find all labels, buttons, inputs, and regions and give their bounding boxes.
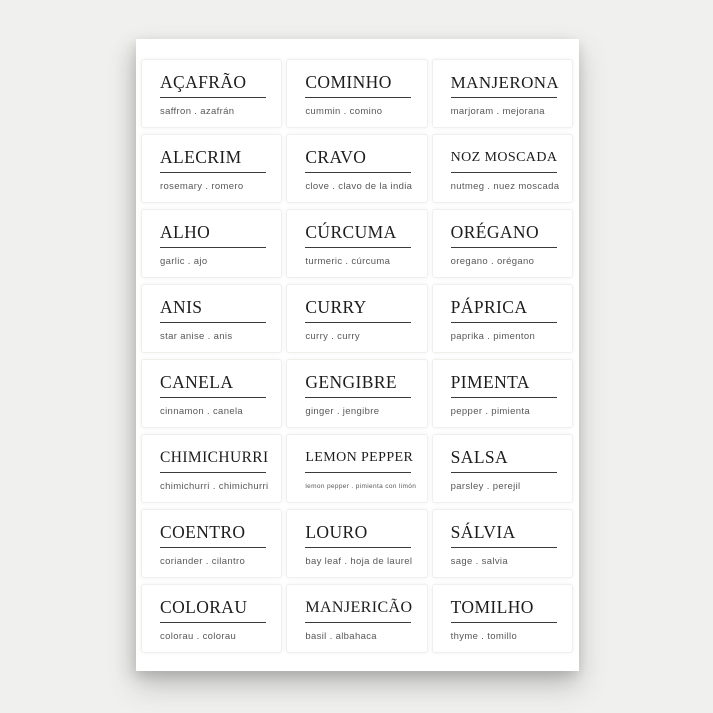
spice-title: SÁLVIA	[450, 522, 516, 542]
spice-subtitle: clove . clavo de la india	[305, 181, 413, 192]
title-underline	[451, 247, 557, 248]
spice-label-card	[286, 134, 427, 203]
title-underline	[305, 622, 411, 623]
spice-subtitle: cummin . comino	[305, 106, 383, 117]
spice-title: CHIMICHURRI	[160, 449, 269, 466]
spice-label-card	[432, 284, 573, 353]
spice-subtitle: turmeric . cúrcuma	[305, 256, 391, 267]
spice-label-card	[141, 584, 282, 653]
title-underline	[160, 97, 266, 98]
title-underline	[305, 247, 411, 248]
spice-label-card	[141, 134, 282, 203]
spice-title: GENGIBRE	[305, 372, 397, 392]
title-underline	[305, 547, 411, 548]
title-underline	[160, 622, 266, 623]
title-underline	[160, 247, 266, 248]
spice-title: CRAVO	[305, 147, 367, 167]
spice-title: COMINHO	[305, 72, 392, 92]
spice-label-card	[432, 584, 573, 653]
spice-subtitle: coriander . cilantro	[160, 556, 246, 567]
paper-sheet	[136, 39, 579, 671]
spice-label-card	[432, 209, 573, 278]
title-underline	[160, 397, 266, 398]
spice-title: MANJERONA	[450, 73, 560, 92]
title-underline	[451, 97, 557, 98]
spice-label-card	[286, 434, 427, 503]
title-underline	[160, 472, 266, 473]
spice-subtitle: curry . curry	[305, 331, 361, 342]
spice-subtitle: thyme . tomillo	[450, 631, 518, 642]
spice-title: COENTRO	[160, 522, 246, 542]
title-underline	[451, 322, 557, 323]
title-underline	[305, 322, 411, 323]
spice-label-card	[286, 359, 427, 428]
spice-subtitle: rosemary . romero	[160, 181, 244, 192]
spice-subtitle: star anise . anis	[160, 331, 233, 342]
spice-subtitle: colorau . colorau	[160, 631, 237, 642]
spice-subtitle: marjoram . mejorana	[450, 106, 545, 117]
title-underline	[305, 472, 411, 473]
spice-label-card	[141, 509, 282, 578]
spice-title: LOURO	[305, 522, 368, 542]
spice-title: SALSA	[450, 447, 509, 467]
spice-title: CURRY	[305, 297, 367, 317]
spice-label-card	[286, 584, 427, 653]
spice-subtitle: nutmeg . nuez moscada	[450, 181, 560, 192]
spice-label-card	[432, 434, 573, 503]
labels-grid	[141, 59, 573, 657]
title-underline	[451, 472, 557, 473]
spice-label-card	[141, 59, 282, 128]
spice-title: AÇAFRÃO	[160, 72, 247, 92]
spice-subtitle: lemon pepper . pimienta con limón	[305, 483, 417, 490]
spice-subtitle: ginger . jengibre	[305, 406, 380, 417]
spice-title: CÚRCUMA	[305, 222, 397, 242]
spice-label-card	[432, 59, 573, 128]
spice-title: ORÉGANO	[450, 222, 540, 242]
spice-label-card	[432, 509, 573, 578]
spice-label-card	[141, 434, 282, 503]
spice-subtitle: saffron . azafrán	[160, 106, 235, 117]
spice-title: PÁPRICA	[450, 297, 528, 317]
spice-label-card	[286, 59, 427, 128]
title-underline	[305, 97, 411, 98]
spice-subtitle: basil . albahaca	[305, 631, 377, 642]
title-underline	[160, 547, 266, 548]
title-underline	[451, 547, 557, 548]
spice-title: ALECRIM	[160, 147, 242, 167]
title-underline	[305, 172, 411, 173]
spice-label-card	[141, 209, 282, 278]
spice-label-card	[432, 134, 573, 203]
title-underline	[160, 172, 266, 173]
spice-label-card	[141, 359, 282, 428]
spice-title: COLORAU	[160, 597, 248, 617]
spice-label-card	[141, 284, 282, 353]
spice-title: NOZ MOSCADA	[450, 150, 558, 165]
spice-subtitle: pepper . pimienta	[450, 406, 531, 417]
title-underline	[160, 322, 266, 323]
spice-title: PIMENTA	[450, 372, 530, 392]
spice-title: ALHO	[160, 222, 211, 242]
spice-title: ANIS	[160, 297, 203, 317]
title-underline	[451, 622, 557, 623]
spice-subtitle: sage . salvia	[450, 556, 509, 567]
title-underline	[305, 397, 411, 398]
spice-subtitle: chimichurri . chimichurri	[160, 481, 269, 492]
spice-subtitle: cinnamon . canela	[160, 406, 244, 417]
spice-label-card	[286, 209, 427, 278]
title-underline	[451, 397, 557, 398]
spice-label-card	[432, 359, 573, 428]
spice-subtitle: paprika . pimenton	[450, 331, 536, 342]
spice-title: CANELA	[160, 372, 234, 392]
spice-label-card	[286, 509, 427, 578]
spice-subtitle: oregano . orégano	[450, 256, 535, 267]
title-underline	[451, 172, 557, 173]
spice-subtitle: parsley . perejil	[450, 481, 521, 492]
spice-title: LEMON PEPPER	[305, 450, 414, 465]
spice-title: TOMILHO	[450, 597, 534, 617]
spice-subtitle: garlic . ajo	[160, 256, 208, 267]
spice-subtitle: bay leaf . hoja de laurel	[305, 556, 413, 567]
spice-label-card	[286, 284, 427, 353]
spice-title: MANJERICÃO	[305, 599, 413, 616]
